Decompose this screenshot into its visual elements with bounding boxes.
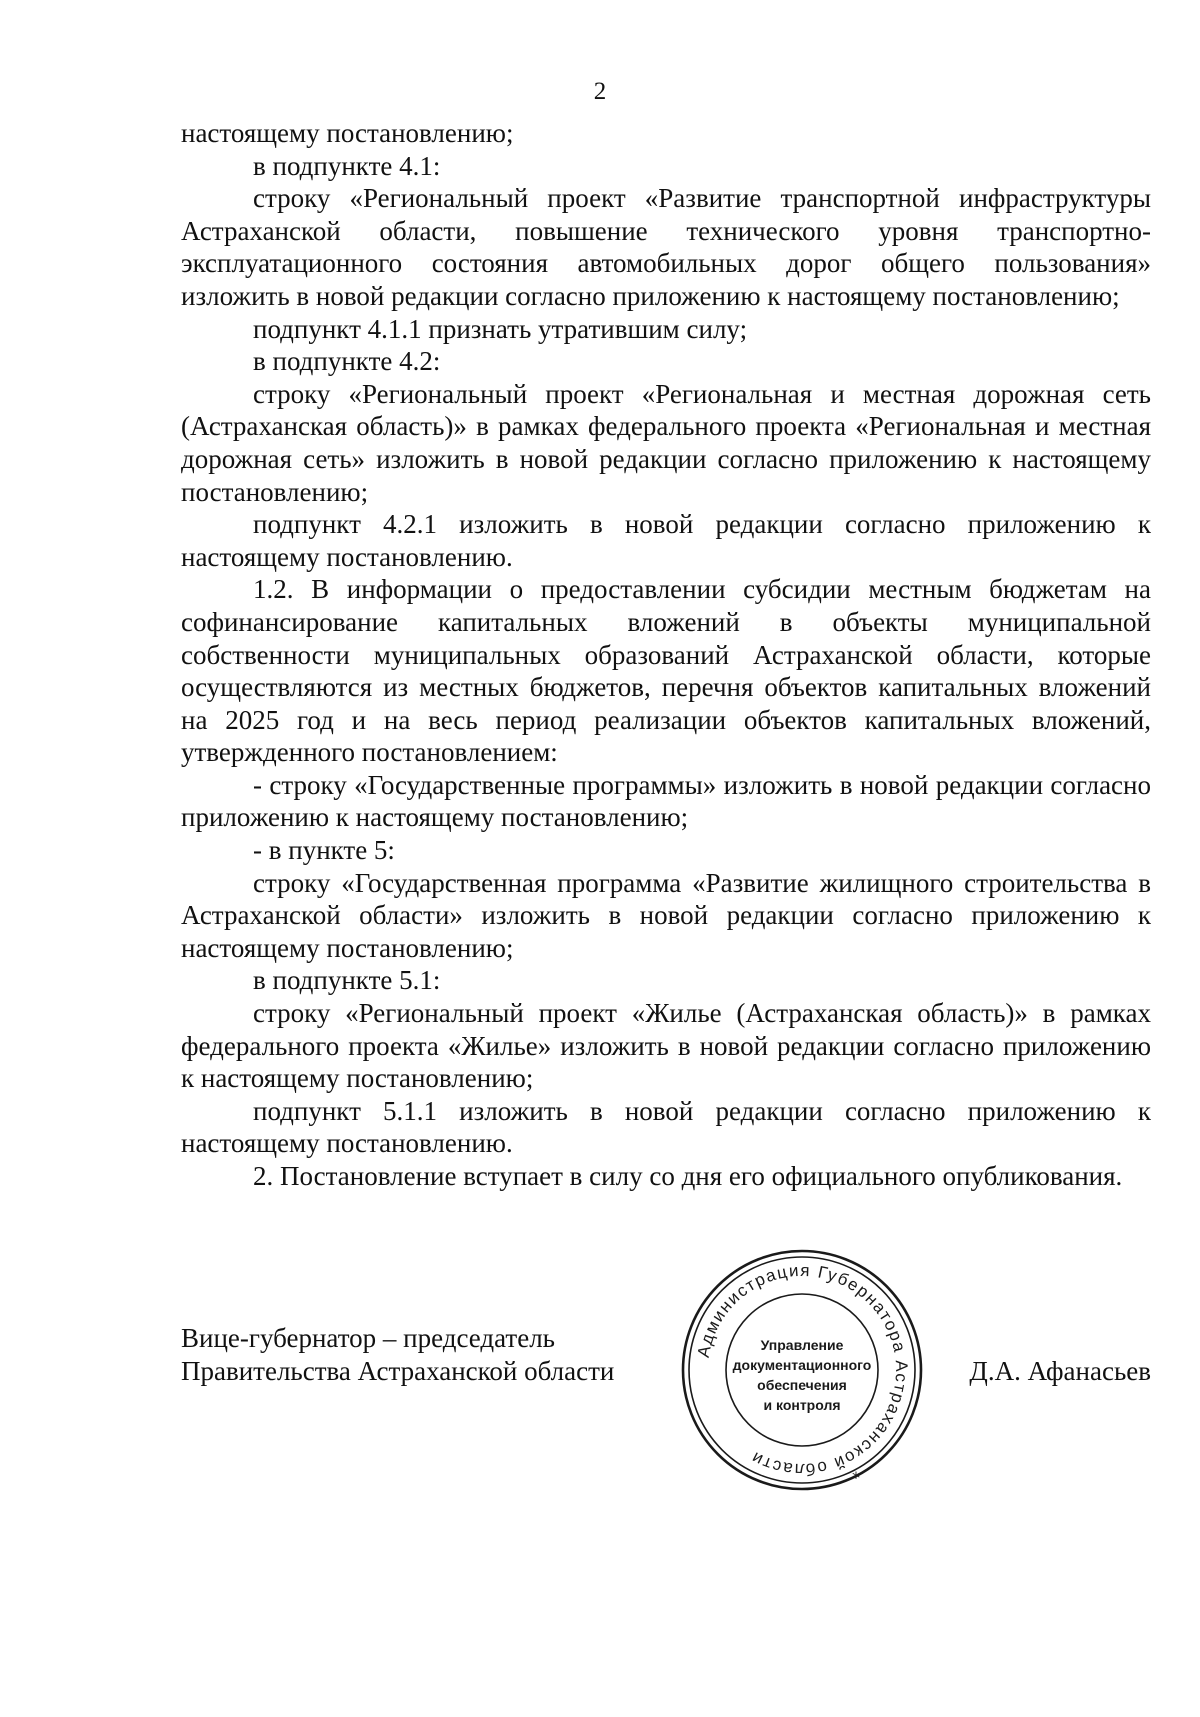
paragraph: - в пункте 5:	[253, 835, 395, 866]
paragraph: 2. Постановление вступает в силу со дня его официального опубликования.	[253, 1161, 1123, 1191]
paragraph: настоящему постановлению;	[181, 118, 514, 148]
official-seal-graphic	[677, 1245, 927, 1495]
signatory-position-line-1: Вице-губернатор – председатель	[181, 1323, 555, 1353]
official-seal	[677, 1245, 927, 1495]
paragraph: строку «Государственная программа «Развитие жилищного строительства в Астраханской области» изложить в новой редакции согласно приложению к настоящему постановлению;	[181, 867, 1151, 963]
seal-star-icon: *	[852, 1468, 860, 1487]
seal-ring-text: Администрация Губернатора Астраханской области	[693, 1260, 912, 1480]
paragraph: подпункт 4.2.1 изложить в новой редакции согласно приложению к настоящему постановлению.	[181, 509, 1151, 572]
paragraph: подпункт 4.1.1 признать утратившим силу;	[253, 313, 748, 344]
document-body	[181, 117, 1151, 1193]
seal-center-line: и контроля	[763, 1397, 841, 1413]
paragraph: - строку «Государственные программы» изложить в новой редакции согласно приложению к настоящему постановлению;	[181, 769, 1151, 833]
seal-center-line: документационного	[732, 1357, 872, 1373]
paragraph: строку «Региональный проект «Развитие транспортной инфраструктуры Астраханской области, повышение технического уровня транспортно-эксплуатационного состояния автомобильных дорог общего пользования» изложить в новой редакции согласно приложению к настоящему постановлению;	[181, 183, 1151, 311]
paragraph: строку «Региональный проект «Региональная и местная дорожная сеть (Астраханская область)» в рамках федерального проекта «Региональная и местная дорожная сеть» изложить в новой редакции согласно приложению к настоящему постановлению;	[181, 378, 1151, 507]
page-number: 2	[593, 78, 607, 105]
seal-center-line: Управление	[760, 1337, 844, 1353]
seal-center-line: обеспечения	[757, 1377, 847, 1393]
paragraph: строку «Региональный проект «Жилье (Астраханская область)» в рамках федерального проекта «Жилье» изложить в новой редакции согласно приложению к настоящему постановлению;	[181, 998, 1151, 1094]
signatory-name: Д.А. Афанасьев	[969, 1356, 1151, 1386]
paragraph: в подпункте 5.1:	[253, 965, 441, 996]
signatory-position	[181, 1322, 614, 1387]
paragraph: в подпункте 4.2:	[253, 346, 441, 377]
paragraph: подпункт 5.1.1 изложить в новой редакции согласно приложению к настоящему постановлению.	[181, 1095, 1151, 1159]
paragraph: в подпункте 4.1:	[253, 150, 441, 181]
signatory-position-line-2: Правительства Астраханской области	[181, 1355, 615, 1386]
paragraph: 1.2. В информации о предоставлении субсидии местным бюджетам на софинансирование капитальных вложений в объекты муниципальной собственности муниципальных образований Астраханской области, которые осуществляются из местных бюджетов, перечня объектов капитальных вложений на 2025 год и на весь период реализации объектов капитальных вложений, утвержденного постановлением:	[181, 574, 1151, 768]
